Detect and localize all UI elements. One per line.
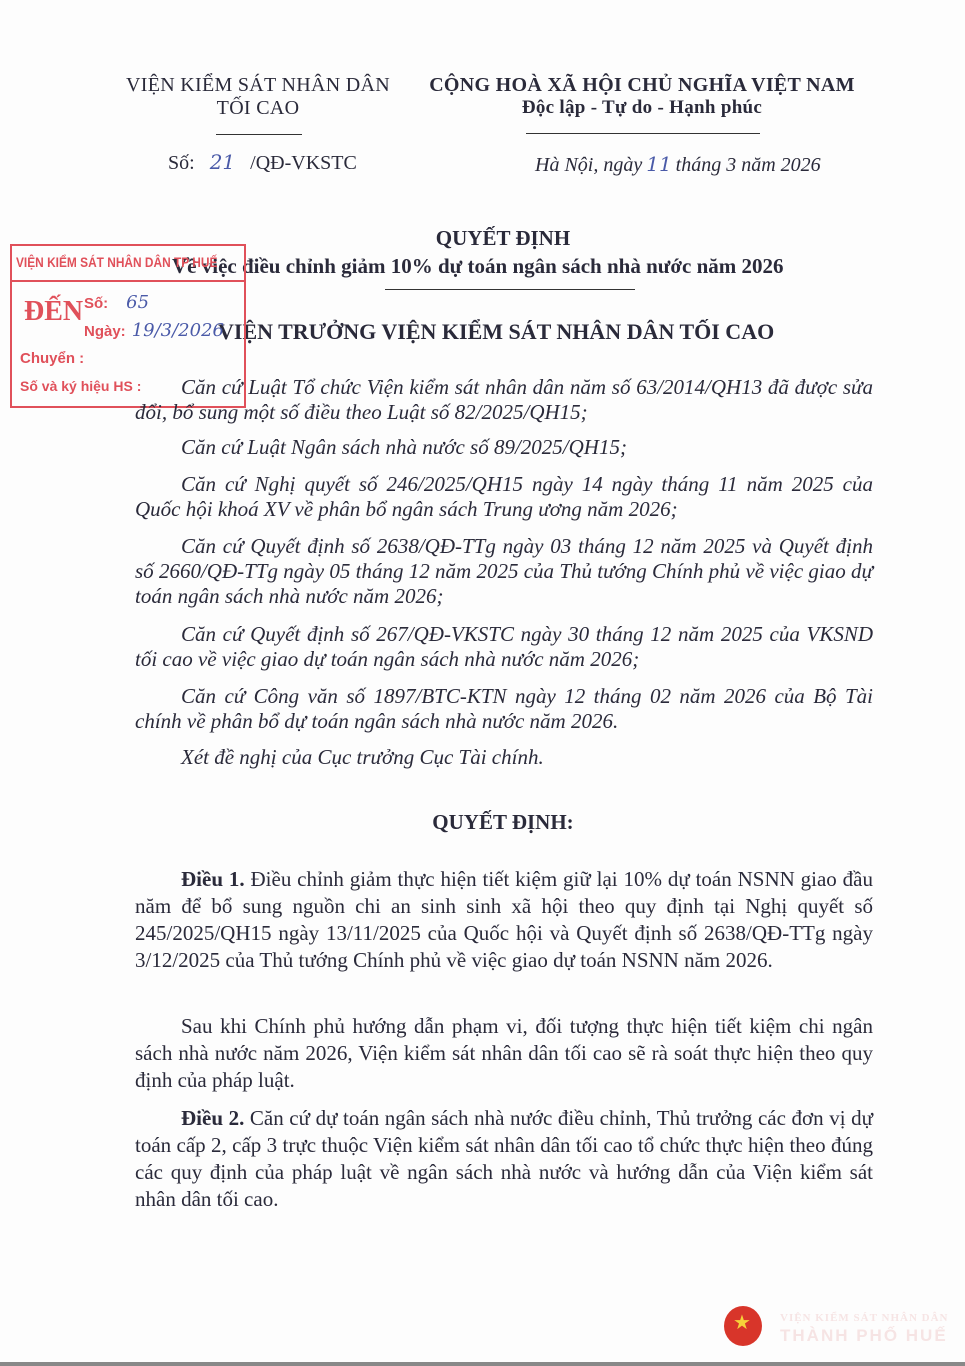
national-emblem-icon [724,1306,762,1346]
document-subject: Về việc điều chỉnh giảm 10% dự toán ngân sách nhà nước năm 2026 [172,254,784,278]
scan-edge [0,1362,965,1366]
agency-line2: TỐI CAO [216,97,300,119]
authority-heading: VIỆN TRƯỞNG VIỆN KIỂM SÁT NHÂN DÂN TỐI CAO [218,319,775,344]
divider [526,133,760,134]
legal-basis: Căn cứ Quyết định số 267/QĐ-VKSTC ngày 30 tháng 12 năm 2025 của VKSND tối cao về việc giao dự toán ngân sách nhà nước năm 2026; [135,622,873,671]
watermark-line1: VIỆN KIỂM SÁT NHÂN DÂN [780,1312,949,1324]
legal-basis: Căn cứ Luật Ngân sách nhà nước số 89/2025/QH15; [181,435,627,459]
article-label: Điều 2. [181,1106,245,1130]
number-handwritten: 21 [209,150,236,174]
legal-basis: Căn cứ Quyết định số 2638/QĐ-TTg ngày 03 tháng 12 năm 2025 và Quyết định số 2660/QĐ-TTg ngày 05 tháng 12 năm 2025 của Thủ tướng Chính phủ về việc giao dự toán ngân sách nhà nước năm 2026; [135,534,873,608]
number-label: Số: [168,152,195,174]
article-label: Điều 1. [181,867,245,891]
article-2 [135,1105,873,1213]
number-suffix: /QĐ-VKSTC [250,152,357,174]
article-1-note [135,1013,873,1094]
stamp-ngay [84,320,224,341]
national-motto [414,74,870,119]
stamp-ngay-value: 19/3/2026 [131,320,224,341]
stamp-so-label: Số: [84,295,109,312]
stamp-den: ĐẾN [24,296,84,327]
watermark-line2: THÀNH PHỐ HUẾ [780,1326,948,1345]
agency-line1: VIỆN KIỂM SÁT NHÂN DÂN [126,74,390,96]
country-name: CỘNG HOÀ XÃ HỘI CHỦ NGHĨA VIỆT NAM [429,74,855,96]
legal-basis: Xét đề nghị của Cục trưởng Cục Tài chính. [181,745,544,769]
stamp-so [84,292,149,313]
legal-basis: Căn cứ Công văn số 1897/BTC-KTN ngày 12 tháng 02 năm 2026 của Bộ Tài chính về phân bổ dự toán ngân sách nhà nước năm 2026. [135,684,873,733]
document-date [535,152,821,177]
star-icon: ★ [733,1312,751,1334]
agency-name [110,74,406,120]
stamp-chuyen: Chuyển : [20,350,85,367]
document-number [168,150,357,175]
legal-basis: Căn cứ Nghị quyết số 246/2025/QH15 ngày 14 ngày tháng 11 năm 2025 của Quốc hội khoá XV về phân bổ ngân sách Trung ương năm 2026; [135,472,873,521]
date-prefix: Hà Nội, ngày [535,154,643,176]
article-text: Điều chỉnh giảm thực hiện tiết kiệm giữ lại 10% dự toán NSNN giao đầu năm để bổ sung nguồn chi an sinh sinh xã hội theo quy định tại Nghị quyết số 245/2025/QH15 ngày 13/11/2025 của Quốc hội và Quyết định số 2638/QĐ-TTg ngày 3/12/2025 của Thủ tướng Chính phủ về việc giao dự toán NSNN năm 2026. [135,867,873,972]
date-day: 11 [646,152,672,176]
stamp-ngay-label: Ngày: [84,323,126,340]
date-suffix: tháng 3 năm 2026 [675,154,821,176]
article-text: Sau khi Chính phủ hướng dẫn phạm vi, đối tượng thực hiện tiết kiệm chi ngân sách nhà nước năm 2026, Viện kiểm sát nhân dân tối cao sẽ rà soát thực hiện theo quy định của pháp luật. [135,1014,873,1092]
motto: Độc lập - Tự do - Hạnh phúc [521,97,763,118]
document-title: QUYẾT ĐỊNH [435,226,571,250]
stamp-org: VIỆN KIỂM SÁT NHÂN DÂN TP HUẾ [16,254,218,270]
stamp-hs: Số và ký hiệu HS : [20,378,142,394]
stamp-so-value: 65 [126,292,150,313]
divider [216,134,302,135]
divider [385,289,635,290]
legal-basis: Căn cứ Luật Tổ chức Viện kiểm sát nhân dân năm số 63/2014/QH13 đã được sửa đổi, bổ sung một số điều theo Luật số 82/2025/QH15; [135,375,873,424]
decision-heading: QUYẾT ĐỊNH: [432,810,574,834]
article-1 [135,866,873,974]
article-text: Căn cứ dự toán ngân sách nhà nước điều chỉnh, Thủ trưởng các đơn vị dự toán cấp 2, cấp 3 trực thuộc Viện kiểm sát nhân dân tối cao tổ chức thực hiện theo đúng các quy định của pháp luật về ngân sách nhà nước và hướng dẫn của Viện kiểm sát nhân dân tối cao. [135,1106,874,1211]
